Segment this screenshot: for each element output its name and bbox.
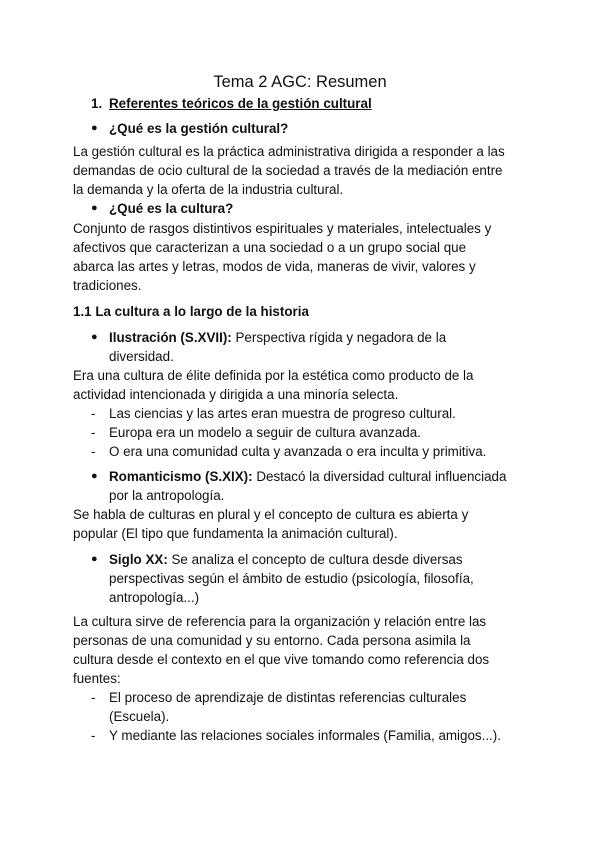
dash-item: Las ciencias y las artes eran muestra de progreso cultural. [109,406,456,421]
paragraph-line: personas de una comunidad y su entorno. Cada persona asimila la [73,633,471,648]
section-1-number: 1. [91,96,103,111]
bullet-icon: ● [91,331,98,343]
paragraph-line: la demanda y la oferta de la industria cultural. [73,182,344,197]
romanticismo-label: Romanticismo (S.XIX): [109,469,253,484]
dash-marker: - [91,406,96,421]
question-gestion-cultural: ¿Qué es la gestión cultural? [109,121,289,136]
dash-item: Y mediante las relaciones sociales informales (Familia, amigos...). [109,728,501,743]
dash-marker: - [91,425,96,440]
ilustracion-text: Perspectiva rígida y negadora de la [231,330,447,345]
paragraph-line: Se habla de culturas en plural y el concepto de cultura es abierta y [73,507,469,522]
question-cultura: ¿Qué es la cultura? [109,201,234,216]
bullet-icon: ● [91,122,98,134]
siglo-xx-text-cont: perspectivas según el ámbito de estudio (psicología, filosofía, [109,571,474,586]
siglo-xx-item [109,550,463,569]
paragraph-line: abarca las artes y letras, modos de vida, maneras de vivir, valores y [73,259,476,274]
section-1-heading: Referentes teóricos de la gestión cultural [109,96,372,111]
ilustracion-item [109,328,446,347]
paragraph-line: La cultura sirve de referencia para la organización y relación entre las [73,614,487,629]
ilustracion-label: Ilustración (S.XVII): [109,330,232,345]
dash-item: O era una comunidad culta y avanzada o era inculta y primitiva. [109,444,487,459]
bullet-icon: ● [91,202,98,214]
romanticismo-text: Destacó la diversidad cultural influenciada [252,469,507,484]
document-title: Tema 2 AGC: Resumen [213,73,387,91]
siglo-xx-text-cont: antropología...) [109,590,200,605]
paragraph-line: cultura desde el contexto en el que vive tomando como referencia dos [73,652,490,667]
dash-marker: - [91,444,96,459]
paragraph-line: popular (El tipo que fundamenta la animación cultural). [73,526,398,541]
paragraph-line: tradiciones. [73,278,142,293]
dash-item: Europa era un modelo a seguir de cultura avanzada. [109,425,421,440]
dash-marker: - [91,690,96,705]
paragraph-line: La gestión cultural es la práctica administrativa dirigida a responder a las [73,144,505,159]
paragraph-line: actividad intencionada y dirigida a una minoría selecta. [73,387,399,402]
paragraph-line: Conjunto de rasgos distintivos espirituales y materiales, intelectuales y [73,221,492,236]
dash-marker: - [91,728,96,743]
bullet-icon: ● [91,470,98,482]
dash-item-cont: (Escuela). [109,709,170,724]
bullet-icon: ● [91,553,98,565]
ilustracion-text-cont: diversidad. [109,349,174,364]
section-1-1-heading: 1.1 La cultura a lo largo de la historia [73,304,309,319]
paragraph-line: afectivos que caracterizan a una sociedad o a un grupo social que [73,240,467,255]
romanticismo-item [109,467,506,486]
dash-item: El proceso de aprendizaje de distintas referencias culturales [109,690,467,705]
siglo-xx-label: Siglo XX: [109,552,168,567]
paragraph-line: Era una cultura de élite definida por la estética como producto de la [73,368,474,383]
romanticismo-text-cont: por la antropología. [109,488,225,503]
paragraph-line: fuentes: [73,671,121,686]
paragraph-line: demandas de ocio cultural de la sociedad a través de la mediación entre [73,163,503,178]
siglo-xx-text: Se analiza el concepto de cultura desde diversas [167,552,463,567]
